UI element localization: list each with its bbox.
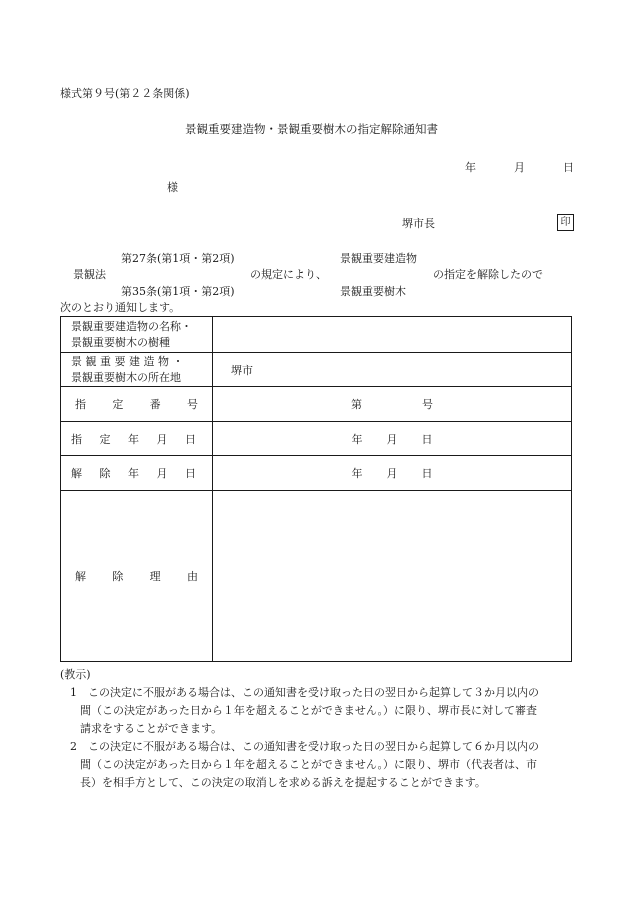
date-day: 日 <box>563 161 574 174</box>
form-number: 様式第９号(第２２条関係) <box>60 87 190 100</box>
document-title: 景観重要建造物・景観重要樹木の指定解除通知書 <box>185 122 438 136</box>
notes-heading: (教示) <box>60 668 91 681</box>
value-release-date[interactable]: 年 月 日 <box>213 456 572 491</box>
label-designation-date: 指 定 年 月 日 <box>61 422 213 456</box>
label-release-reason: 解 除 理 由 <box>61 491 213 662</box>
date-month: 月 <box>514 161 525 174</box>
target-tree: 景観重要樹木 <box>340 285 406 298</box>
law-name: 景観法 <box>73 268 106 281</box>
seal-stamp: 印 <box>557 214 574 231</box>
designation-table <box>60 316 572 662</box>
value-designation-date[interactable]: 年 月 日 <box>213 422 572 456</box>
value-release-reason[interactable] <box>213 491 572 662</box>
label-name-species: 景観重要建造物の名称・ 景観重要樹木の樹種 <box>61 317 213 353</box>
note-item-1: 1 この決定に不服がある場合は、この通知書を受け取った日の翌日から起算して３か月以内の 間（この決定があった日から１年を超えることができません。）に限り、堺市長に対して審査 請求をすることができます。 <box>70 686 539 735</box>
date-year: 年 <box>465 161 476 174</box>
table-row <box>61 491 572 662</box>
notify-text: 次のとおり通知します。 <box>60 301 181 314</box>
target-building: 景観重要建造物 <box>340 252 417 265</box>
note-item-2: 2 この決定に不服がある場合は、この通知書を受け取った日の翌日から起算して６か月以内の 間（この決定があった日から１年を超えることができません。）に限り、堺市（代表者は、市 長）を相手方として、この決定の取消しを求める訴えを提起することができます。 <box>70 740 539 789</box>
release-text: の指定を解除したので <box>433 268 543 281</box>
issuer-name: 堺市長 <box>402 217 435 230</box>
article-27: 第27条(第1項・第2項) <box>121 252 235 265</box>
recipient-honorific: 様 <box>167 181 178 194</box>
label-designation-number: 指 定 番 号 <box>61 387 213 422</box>
provision-text: の規定により、 <box>250 268 327 281</box>
table-row <box>61 422 572 456</box>
label-release-date: 解 除 年 月 日 <box>61 456 213 491</box>
value-designation-number[interactable]: 第 号 <box>213 387 572 422</box>
instruction-notes <box>60 666 576 792</box>
article-35: 第35条(第1項・第2項) <box>121 285 235 298</box>
table-row <box>61 387 572 422</box>
label-location: 景 観 重 要 建 造 物 ・ 景観重要樹木の所在地 <box>61 353 213 387</box>
table-row <box>61 317 572 353</box>
table-row <box>61 353 572 387</box>
value-location[interactable]: 堺市 <box>213 353 572 387</box>
table-row <box>61 456 572 491</box>
value-name-species[interactable] <box>213 317 572 353</box>
